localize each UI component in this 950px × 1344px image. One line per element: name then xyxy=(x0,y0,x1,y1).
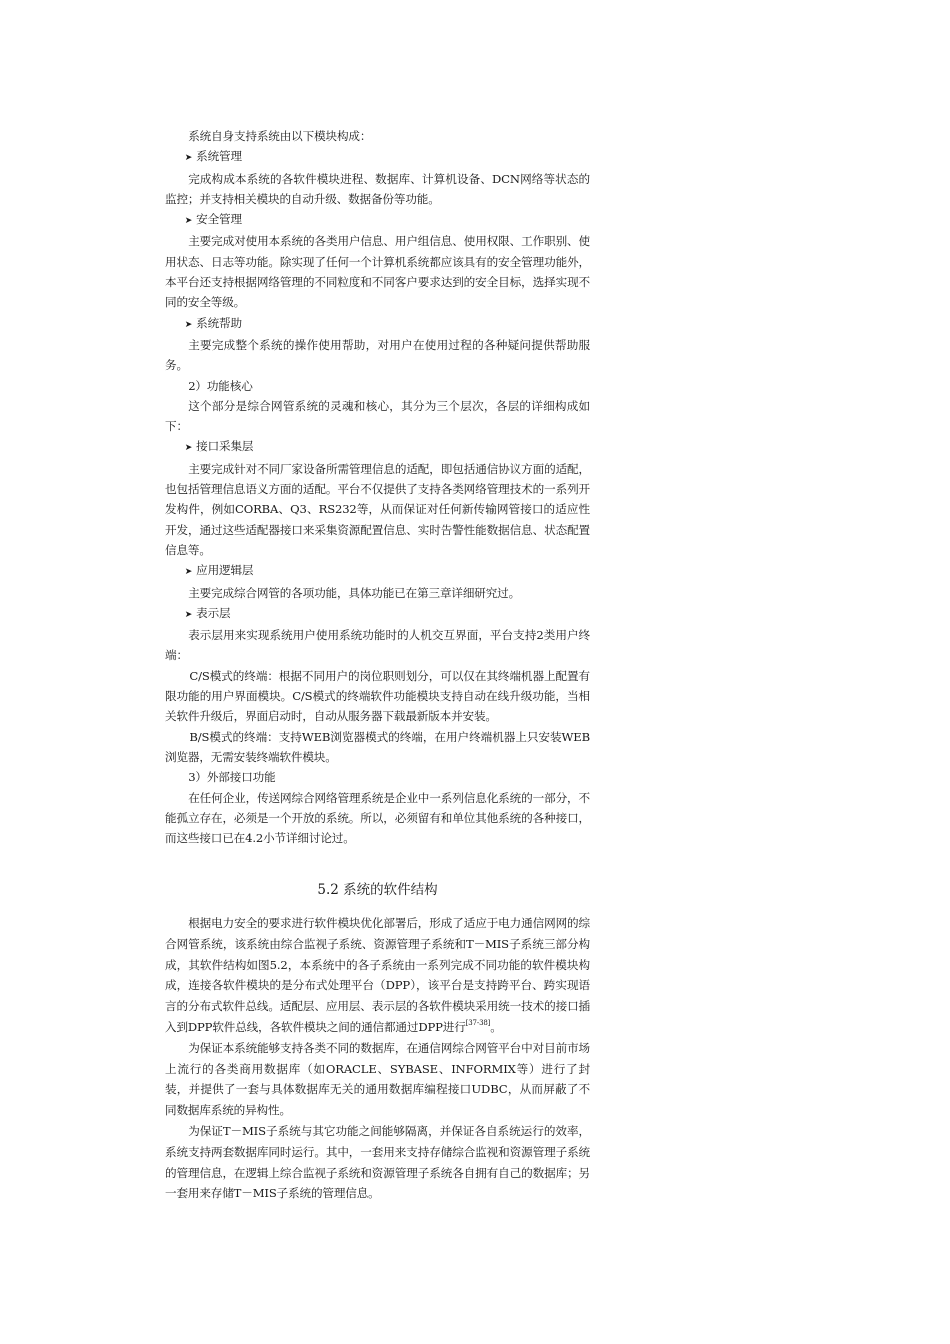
paragraph: 主要完成综合网管的各项功能，具体功能已在第三章详细研究过。 xyxy=(188,585,521,600)
bullet-heading xyxy=(165,560,590,582)
bullet-heading xyxy=(165,313,590,335)
arrow-bullet-icon: ➤ xyxy=(184,443,193,454)
section-text-block xyxy=(165,913,590,1204)
bullet-label: 系统帮助 xyxy=(196,315,242,330)
section-title: 5.2 系统的软件结构 xyxy=(317,882,438,898)
bullet-heading xyxy=(165,436,590,458)
bullet-heading xyxy=(165,146,590,168)
arrow-bullet-icon: ➤ xyxy=(184,216,193,227)
paragraph xyxy=(165,913,590,1038)
bullet-heading xyxy=(165,209,590,231)
bullet-label: 安全管理 xyxy=(196,212,242,227)
arrow-bullet-icon: ➤ xyxy=(184,153,193,164)
citation: [37-38] xyxy=(465,1018,491,1027)
arrow-bullet-icon: ➤ xyxy=(184,567,193,578)
paragraph: 在任何企业，传送网综合网络管理系统是企业中一系列信息化系统的一部分，不能孤立存在，必须是一个开放的系统。所以，必须留有和单位其他系统的各种接口，而这些接口已在4.2小节详细讨论过。 xyxy=(165,790,590,846)
paragraph: 为保证本系统能够支持各类不同的数据库，在通信网综合网管平台中对目前市场上流行的各类商用数据库（如ORACLE、SYBASE、INFORMIX等）进行了封装，并提供了一套与具体数据库无关的通用数据库编程接口UDBC，从而屏蔽了不同数据库系统的异构性。 xyxy=(165,1040,590,1118)
continued-text-block xyxy=(165,126,590,848)
paragraph: 系统自身支持系统由以下模块构成： xyxy=(188,129,372,143)
paragraph: 主要完成对使用本系统的各类用户信息、用户组信息、使用权限、工作职别、使用状态、日志等功能。除实现了任何一个计算机系统都应该具有的安全管理功能外，本平台还支持根据网络管理的不同粒度和不同客户要求达到的安全目标，选择实现不同的安全等级。 xyxy=(165,234,590,310)
paragraph: 这个部分是综合网管系统的灵魂和核心，其分为三个层次，各层的详细构成如下： xyxy=(165,398,590,434)
paragraph: 完成构成本系统的各软件模块进程、数据库、计算机设备、DCN网络等状态的监控；并支持相关模块的自动升级、数据备份等功能。 xyxy=(165,171,590,206)
numbered-heading: 3）外部接口功能 xyxy=(188,770,276,785)
bullet-label: 接口采集层 xyxy=(196,439,254,454)
paragraph: B/S模式的终端：支持WEB浏览器模式的终端，在用户终端机器上只安装WEB浏览器，无需安装终端软件模块。 xyxy=(165,729,590,764)
paragraph-end: 。 xyxy=(490,1019,502,1034)
numbered-heading: 2）功能核心 xyxy=(188,378,253,393)
paragraph: 为保证T－MIS子系统与其它功能之间能够隔离，并保证各自系统运行的效率，系统支持两套数据库同时运行。其中，一套用来支持存储综合监视和资源管理子系统的管理信息，在逻辑上综合监视子系统和资源管理子系统各自拥有自己的数据库；另一套用来存储T－MIS子系统的管理信息。 xyxy=(165,1123,590,1201)
paragraph: 主要完成整个系统的操作使用帮助，对用户在使用过程的各种疑问提供帮助服务。 xyxy=(165,337,590,373)
paragraph: 主要完成针对不同厂家设备所需管理信息的适配，即包括通信协议方面的适配，也包括管理信息语义方面的适配。平台不仅提供了支持各类网络管理技术的一系列开发构件，例如CORBA、Q3、RS232等，从而保证对任何新传输网管接口的适应性开发，通过这些适配器接口来采集资源配置信息、实时告警性能数据信息、状态配置信息等。 xyxy=(165,461,590,557)
arrow-bullet-icon: ➤ xyxy=(184,609,193,620)
bullet-label: 系统管理 xyxy=(196,149,242,164)
paragraph-text: 根据电力安全的要求进行软件模块优化部署后，形成了适应于电力通信网网的综合网管系统，该系统由综合监视子系统、资源管理子系统和T－MIS子系统三部分构成，其软件结构如图5.2，本系统中的各子系统由一系列完成不同功能的软件模块构成，连接各软件模块的是分布式处理平台（DPP），该平台是支持跨平台、跨实现语言的分布式软件总线。适配层、应用层、表示层的各软件模块采用统一技术的接口插入到DPP软件总线，各软件模块之间的通信都通过DPP进行 xyxy=(165,916,590,1034)
bullet-heading xyxy=(165,603,590,625)
bullet-label: 应用逻辑层 xyxy=(196,563,254,578)
arrow-bullet-icon: ➤ xyxy=(184,319,193,330)
paragraph: 表示层用来实现系统用户使用系统功能时的人机交互界面，平台支持2类用户终端： xyxy=(165,628,590,663)
paragraph: C/S模式的终端：根据不同用户的岗位职则划分，可以仅在其终端机器上配置有限功能的用户界面模块。C/S模式的终端软件功能模块支持自动在线升级功能，当相关软件升级后，界面启动时，自动从服务器下载最新版本并安装。 xyxy=(165,668,590,724)
bullet-label: 表示层 xyxy=(196,605,231,620)
